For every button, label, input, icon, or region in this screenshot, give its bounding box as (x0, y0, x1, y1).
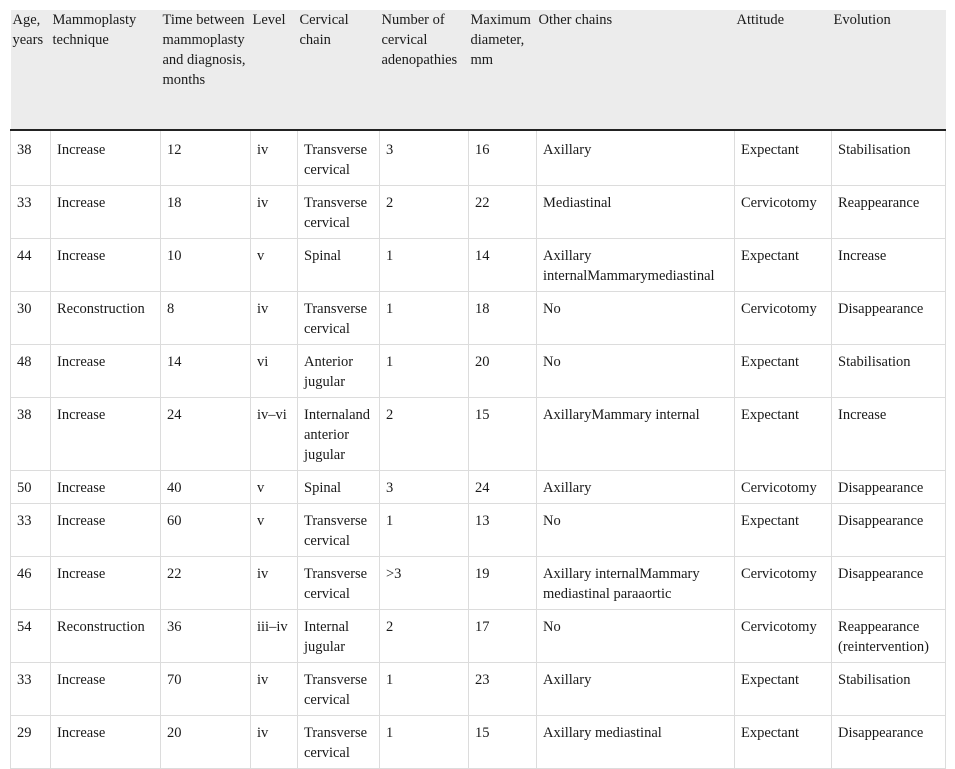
table-row (11, 716, 946, 769)
technique-cell: Increase (51, 345, 161, 398)
adenopathies-cell: 1 (380, 716, 469, 769)
technique-cell: Increase (51, 398, 161, 471)
col-header-age: Age, years (11, 10, 51, 130)
table-row (11, 186, 946, 239)
adenopathies-cell: 1 (380, 663, 469, 716)
level-cell: iv–vi (251, 398, 298, 471)
attitude-cell: Expectant (735, 239, 832, 292)
col-header-attitude: Attitude (735, 10, 832, 130)
age-cell: 48 (11, 345, 51, 398)
attitude-cell: Cervicotomy (735, 292, 832, 345)
table-row (11, 398, 946, 471)
technique-cell: Increase (51, 504, 161, 557)
col-header-time: Time between mammoplasty and diagnosis, months (161, 10, 251, 130)
chain-cell: Transverse cervical (298, 716, 380, 769)
time-cell: 60 (161, 504, 251, 557)
adenopathies-cell: 1 (380, 345, 469, 398)
diameter-cell: 22 (469, 186, 537, 239)
header-row (11, 10, 946, 130)
technique-cell: Increase (51, 716, 161, 769)
attitude-cell: Expectant (735, 716, 832, 769)
time-cell: 40 (161, 471, 251, 504)
level-cell: v (251, 239, 298, 292)
adenopathy-table-container (10, 10, 945, 769)
adenopathies-cell: 1 (380, 292, 469, 345)
other-chains-cell: Axillary (537, 471, 735, 504)
table-row (11, 471, 946, 504)
time-cell: 12 (161, 130, 251, 186)
table-row (11, 130, 946, 186)
evolution-cell: Disappearance (832, 504, 946, 557)
chain-cell: Spinal (298, 239, 380, 292)
time-cell: 70 (161, 663, 251, 716)
technique-cell: Increase (51, 557, 161, 610)
other-chains-cell: Axillary internalMammary mediastinal paraaortic (537, 557, 735, 610)
chain-cell: Transverse cervical (298, 186, 380, 239)
adenopathies-cell: 2 (380, 610, 469, 663)
table-row (11, 663, 946, 716)
other-chains-cell: AxillaryMammary internal (537, 398, 735, 471)
level-cell: iv (251, 130, 298, 186)
attitude-cell: Expectant (735, 130, 832, 186)
chain-cell: Transverse cervical (298, 292, 380, 345)
evolution-cell: Disappearance (832, 557, 946, 610)
other-chains-cell: Axillary internalMammarymediastinal (537, 239, 735, 292)
age-cell: 33 (11, 663, 51, 716)
adenopathies-cell: >3 (380, 557, 469, 610)
diameter-cell: 13 (469, 504, 537, 557)
level-cell: iv (251, 292, 298, 345)
other-chains-cell: Axillary (537, 130, 735, 186)
other-chains-cell: No (537, 610, 735, 663)
diameter-cell: 16 (469, 130, 537, 186)
time-cell: 22 (161, 557, 251, 610)
diameter-cell: 18 (469, 292, 537, 345)
attitude-cell: Expectant (735, 504, 832, 557)
technique-cell: Reconstruction (51, 292, 161, 345)
time-cell: 36 (161, 610, 251, 663)
level-cell: iv (251, 186, 298, 239)
level-cell: iv (251, 716, 298, 769)
level-cell: iv (251, 557, 298, 610)
evolution-cell: Increase (832, 398, 946, 471)
technique-cell: Increase (51, 239, 161, 292)
age-cell: 50 (11, 471, 51, 504)
table-row (11, 292, 946, 345)
level-cell: iv (251, 663, 298, 716)
evolution-cell: Stabilisation (832, 345, 946, 398)
chain-cell: Anterior jugular (298, 345, 380, 398)
other-chains-cell: Axillary mediastinal (537, 716, 735, 769)
evolution-cell: Increase (832, 239, 946, 292)
attitude-cell: Cervicotomy (735, 557, 832, 610)
diameter-cell: 20 (469, 345, 537, 398)
age-cell: 33 (11, 186, 51, 239)
chain-cell: Transverse cervical (298, 557, 380, 610)
attitude-cell: Cervicotomy (735, 186, 832, 239)
technique-cell: Increase (51, 186, 161, 239)
age-cell: 33 (11, 504, 51, 557)
diameter-cell: 24 (469, 471, 537, 504)
evolution-cell: Reappearance (reintervention) (832, 610, 946, 663)
col-header-evolution: Evolution (832, 10, 946, 130)
col-header-chain: Cervical chain (298, 10, 380, 130)
level-cell: iii–iv (251, 610, 298, 663)
adenopathies-cell: 1 (380, 239, 469, 292)
table-row (11, 345, 946, 398)
table-row (11, 504, 946, 557)
evolution-cell: Disappearance (832, 716, 946, 769)
adenopathies-cell: 2 (380, 186, 469, 239)
chain-cell: Transverse cervical (298, 504, 380, 557)
col-header-other-chains: Other chains (537, 10, 735, 130)
chain-cell: Spinal (298, 471, 380, 504)
level-cell: v (251, 471, 298, 504)
level-cell: v (251, 504, 298, 557)
time-cell: 20 (161, 716, 251, 769)
col-header-adenopathies: Number of cervical adenopathies (380, 10, 469, 130)
chain-cell: Internal jugular (298, 610, 380, 663)
technique-cell: Increase (51, 471, 161, 504)
age-cell: 30 (11, 292, 51, 345)
diameter-cell: 15 (469, 398, 537, 471)
level-cell: vi (251, 345, 298, 398)
age-cell: 44 (11, 239, 51, 292)
diameter-cell: 19 (469, 557, 537, 610)
evolution-cell: Stabilisation (832, 663, 946, 716)
adenopathy-table (10, 10, 946, 769)
diameter-cell: 15 (469, 716, 537, 769)
other-chains-cell: Axillary (537, 663, 735, 716)
evolution-cell: Reappearance (832, 186, 946, 239)
evolution-cell: Stabilisation (832, 130, 946, 186)
time-cell: 18 (161, 186, 251, 239)
other-chains-cell: No (537, 292, 735, 345)
chain-cell: Transverse cervical (298, 130, 380, 186)
diameter-cell: 17 (469, 610, 537, 663)
other-chains-cell: No (537, 345, 735, 398)
evolution-cell: Disappearance (832, 292, 946, 345)
time-cell: 14 (161, 345, 251, 398)
age-cell: 38 (11, 398, 51, 471)
age-cell: 29 (11, 716, 51, 769)
table-body (11, 130, 946, 769)
adenopathies-cell: 3 (380, 130, 469, 186)
age-cell: 54 (11, 610, 51, 663)
attitude-cell: Cervicotomy (735, 471, 832, 504)
age-cell: 38 (11, 130, 51, 186)
other-chains-cell: Mediastinal (537, 186, 735, 239)
technique-cell: Reconstruction (51, 610, 161, 663)
table-row (11, 610, 946, 663)
attitude-cell: Expectant (735, 345, 832, 398)
other-chains-cell: No (537, 504, 735, 557)
evolution-cell: Disappearance (832, 471, 946, 504)
adenopathies-cell: 2 (380, 398, 469, 471)
technique-cell: Increase (51, 130, 161, 186)
time-cell: 8 (161, 292, 251, 345)
adenopathies-cell: 1 (380, 504, 469, 557)
attitude-cell: Expectant (735, 663, 832, 716)
attitude-cell: Expectant (735, 398, 832, 471)
technique-cell: Increase (51, 663, 161, 716)
chain-cell: Internaland anterior jugular (298, 398, 380, 471)
col-header-diameter: Maximum diameter, mm (469, 10, 537, 130)
diameter-cell: 14 (469, 239, 537, 292)
diameter-cell: 23 (469, 663, 537, 716)
age-cell: 46 (11, 557, 51, 610)
chain-cell: Transverse cervical (298, 663, 380, 716)
adenopathies-cell: 3 (380, 471, 469, 504)
time-cell: 24 (161, 398, 251, 471)
col-header-level: Level (251, 10, 298, 130)
table-row (11, 239, 946, 292)
col-header-technique: Mammoplasty technique (51, 10, 161, 130)
time-cell: 10 (161, 239, 251, 292)
attitude-cell: Cervicotomy (735, 610, 832, 663)
table-row (11, 557, 946, 610)
